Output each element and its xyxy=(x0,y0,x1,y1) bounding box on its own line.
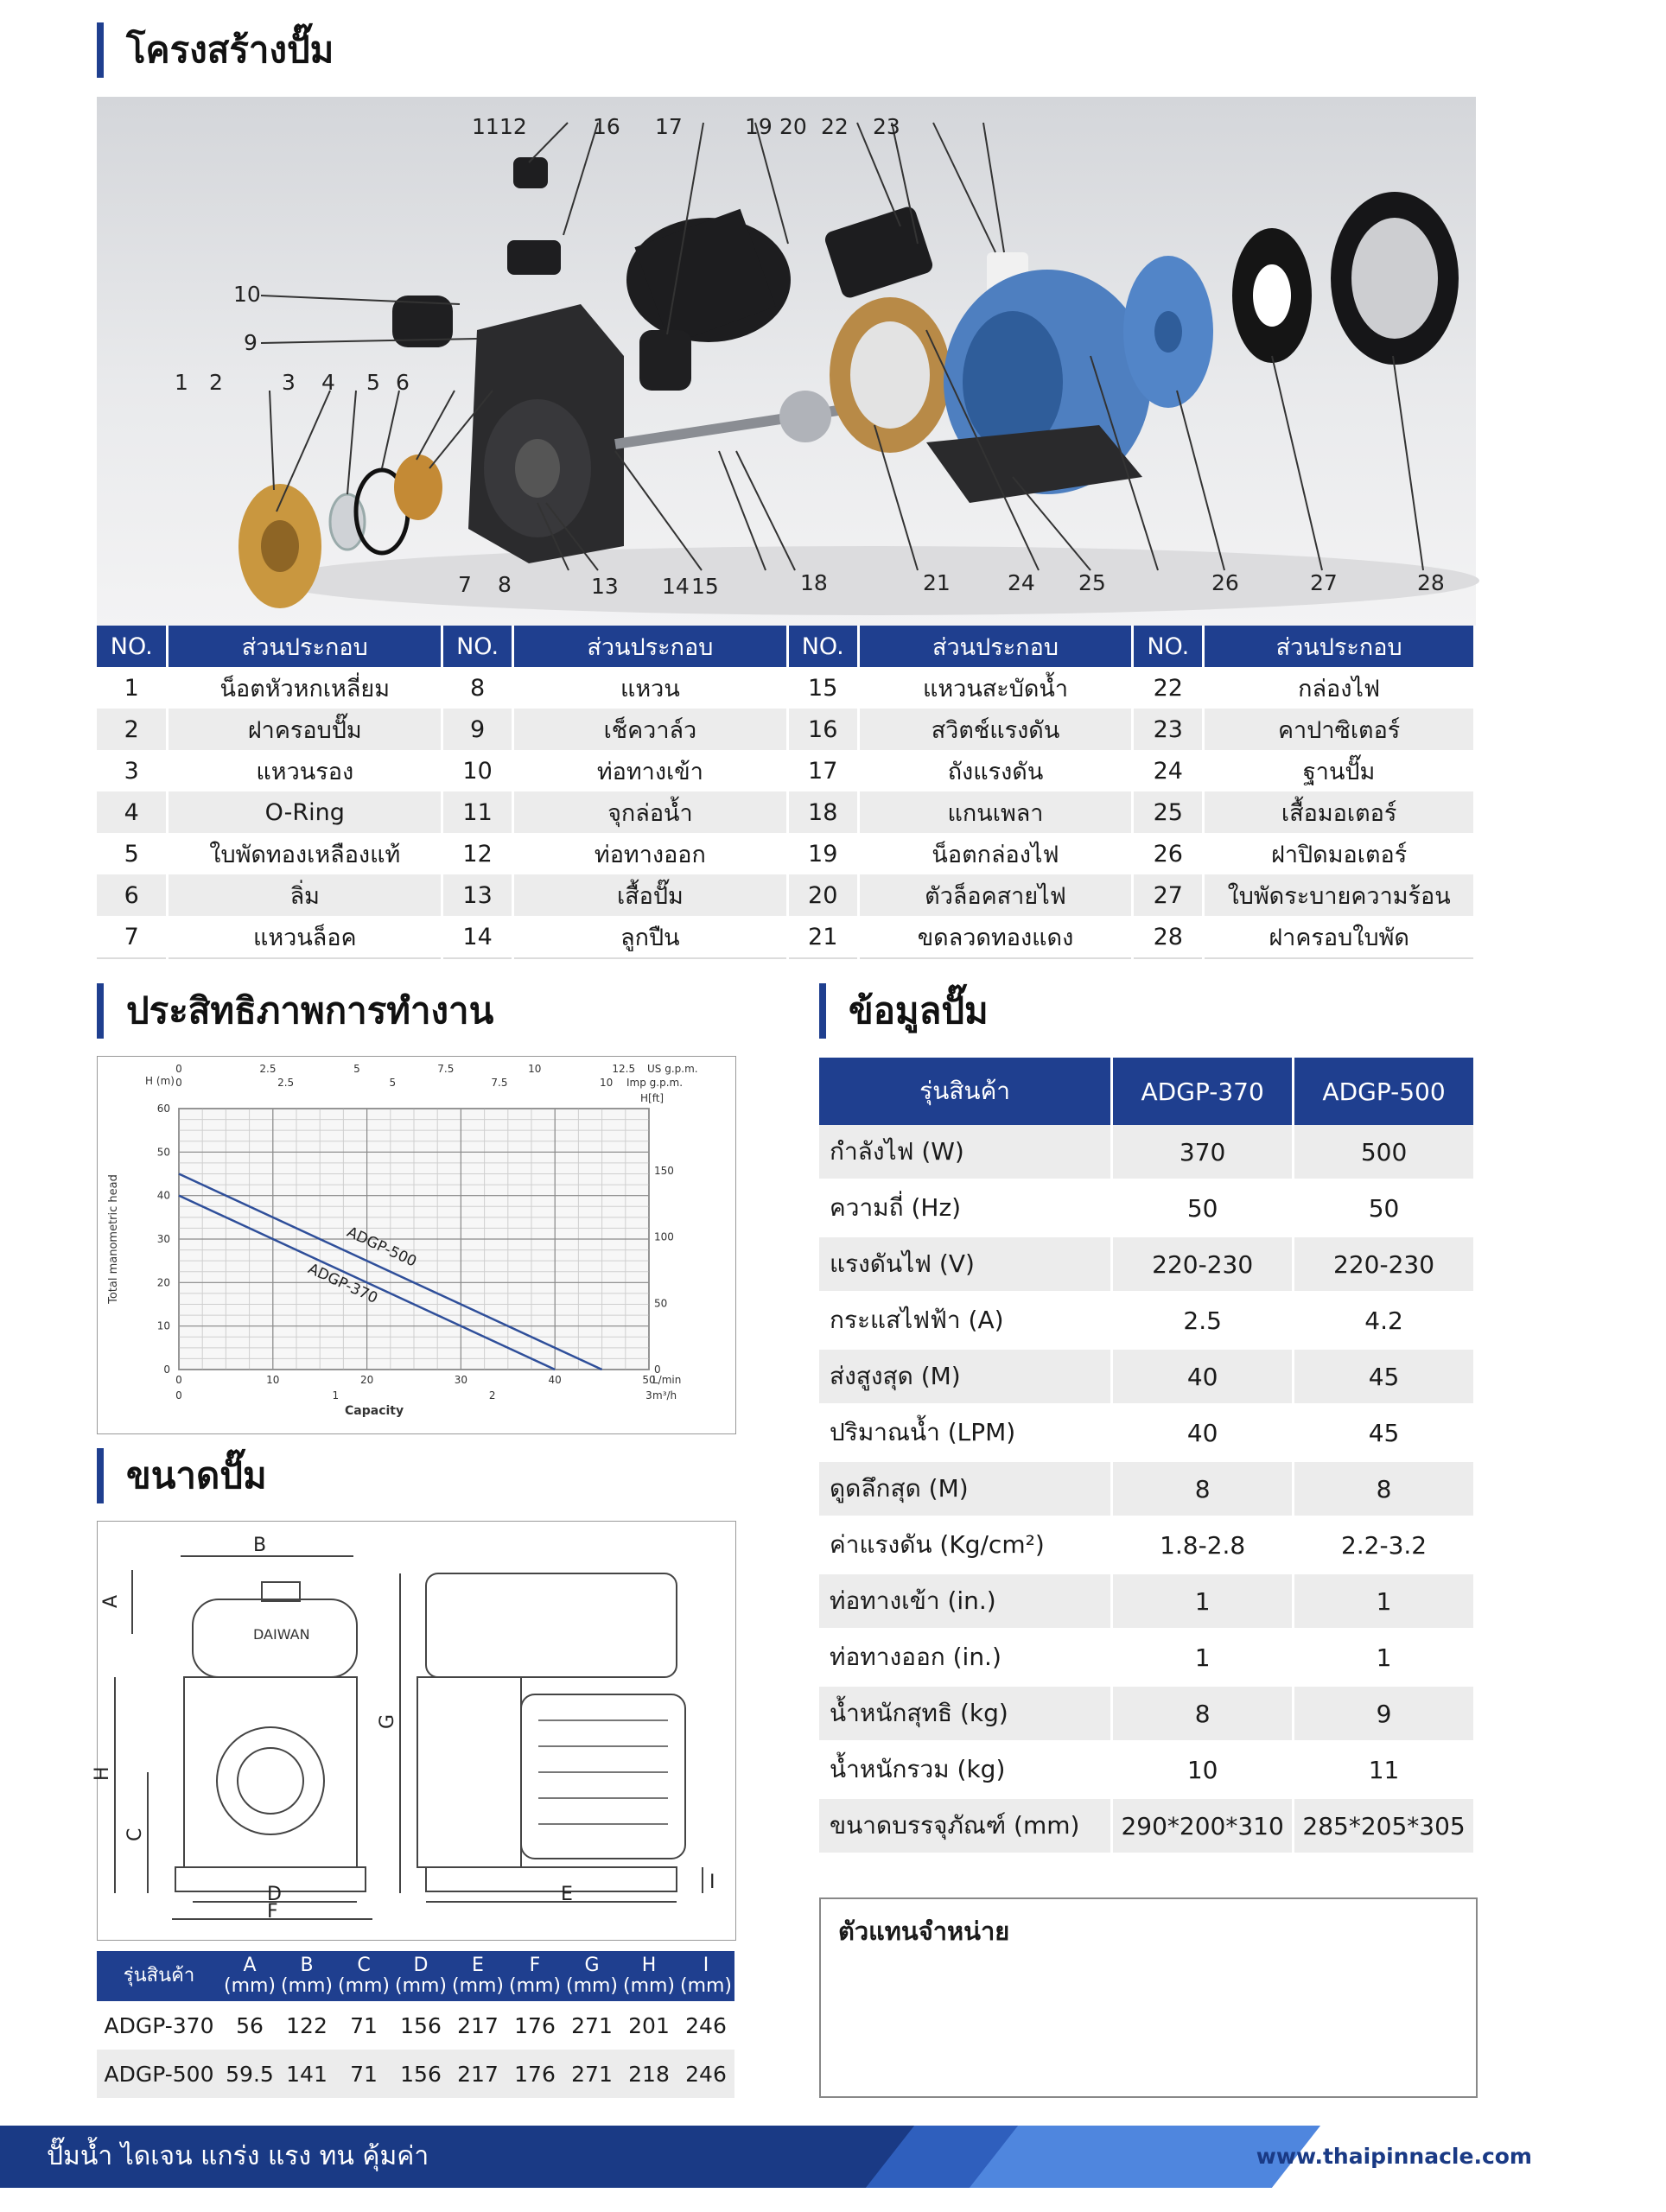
us-gpm-tick-label: 5 xyxy=(353,1063,360,1075)
col-unit: (mm) xyxy=(451,1975,505,1997)
part-no: 4 xyxy=(97,791,168,833)
dim-label-c: C xyxy=(124,1827,146,1841)
dealer-label: ตัวแทนจำหน่าย xyxy=(838,1916,1010,1946)
dim-value: 176 xyxy=(506,2050,563,2098)
table-row xyxy=(819,1125,1475,1180)
table-row xyxy=(819,1349,1475,1405)
spec-value-370: 1 xyxy=(1112,1630,1294,1686)
imp-gpm-unit-label: Imp g.p.m. xyxy=(626,1077,684,1089)
performance-chart-svg xyxy=(98,1057,735,1433)
callout-6: 6 xyxy=(396,370,410,395)
part-no: 28 xyxy=(1133,916,1204,958)
callout-8: 8 xyxy=(498,572,512,597)
spec-value-370: 1 xyxy=(1112,1573,1294,1630)
col-part: ส่วนประกอบ xyxy=(1204,626,1475,667)
m3h-tick-label: 0 xyxy=(175,1389,182,1402)
y-tick-label: 20 xyxy=(156,1276,170,1289)
col-no: NO. xyxy=(787,626,858,667)
col-d xyxy=(392,1951,449,2001)
spec-value-370: 2.5 xyxy=(1112,1293,1294,1349)
col-unit: (mm) xyxy=(394,1975,448,1997)
spec-value-370: 10 xyxy=(1112,1742,1294,1798)
dim-value: 217 xyxy=(449,2001,506,2050)
imp-gpm-tick-label: 10 xyxy=(599,1077,614,1089)
spec-value-370: 40 xyxy=(1112,1349,1294,1405)
part-no: 27 xyxy=(1133,874,1204,916)
part-no: 21 xyxy=(787,916,858,958)
col-letter: C xyxy=(357,1955,371,1976)
col-h xyxy=(620,1951,677,2001)
part-name: ฝาปิดมอเตอร์ xyxy=(1204,833,1475,874)
y-axis-title: Total manometric head xyxy=(107,1174,120,1304)
callout-3: 3 xyxy=(282,370,296,395)
spec-value-370: 1.8-2.8 xyxy=(1112,1517,1294,1573)
model-cell: ADGP-370 xyxy=(97,2001,221,2050)
col-no: NO. xyxy=(1133,626,1204,667)
part-name: น็อตหัวหกเหลี่ยม xyxy=(168,667,442,709)
part-name: ฝาครอบใบพัด xyxy=(1204,916,1475,958)
part-no: 1 xyxy=(97,667,168,709)
col-unit: (mm) xyxy=(280,1975,334,1997)
part-no: 8 xyxy=(442,667,513,709)
spec-label: ท่อทางเข้า (in.) xyxy=(819,1573,1112,1630)
dimension-table xyxy=(97,1951,734,2098)
part-name: เช็ควาล์ว xyxy=(513,709,788,750)
callout-18: 18 xyxy=(800,570,828,595)
us-gpm-tick-label: 12.5 xyxy=(612,1063,636,1075)
table-row xyxy=(97,709,1475,750)
col-letter: H xyxy=(641,1955,657,1976)
callout-24: 24 xyxy=(1008,570,1035,595)
part-name: จุกล่อน้ำ xyxy=(513,791,788,833)
spec-value-370: 50 xyxy=(1112,1180,1294,1236)
col-no: NO. xyxy=(97,626,168,667)
m3h-tick-label: 3 xyxy=(645,1389,652,1402)
spec-value-500: 500 xyxy=(1294,1125,1475,1180)
footer-slogan: ปั๊มน้ำ ไดเจน แกร่ง แรง ทน คุ้มค่า xyxy=(47,2141,429,2171)
y-tick-label: 0 xyxy=(163,1363,170,1376)
col-c xyxy=(335,1951,392,2001)
x-tick-label: 30 xyxy=(454,1374,468,1386)
spec-value-500: 220-230 xyxy=(1294,1236,1475,1293)
part-name: แกนเพลา xyxy=(858,791,1133,833)
spec-value-370: 220-230 xyxy=(1112,1236,1294,1293)
x-axis-title: Capacity xyxy=(345,1404,404,1418)
part-name: ขดลวดทองแดง xyxy=(858,916,1133,958)
part-no: 13 xyxy=(442,874,513,916)
part-no: 11 xyxy=(442,791,513,833)
m3h-tick-label: 1 xyxy=(332,1389,340,1402)
part-name: ถังแรงดัน xyxy=(858,750,1133,791)
spec-value-500: 45 xyxy=(1294,1349,1475,1405)
spec-value-370: 290*200*310 xyxy=(1112,1798,1294,1854)
callout-26: 26 xyxy=(1211,570,1239,595)
spec-label: กระแสไฟฟ้า (A) xyxy=(819,1293,1112,1349)
y-tick-label: 10 xyxy=(156,1319,170,1332)
dim-value: 71 xyxy=(335,2050,392,2098)
ft-tick-label: 50 xyxy=(654,1297,668,1310)
dim-value: 71 xyxy=(335,2001,392,2050)
imp-gpm-tick-label: 2.5 xyxy=(277,1077,295,1089)
spec-table xyxy=(819,1058,1476,1855)
spec-value-500: 2.2-3.2 xyxy=(1294,1517,1475,1573)
col-letter: B xyxy=(300,1955,314,1976)
table-row xyxy=(819,1798,1475,1854)
spec-label: ดูดลึกสุด (M) xyxy=(819,1461,1112,1517)
series-label: ADGP-370 xyxy=(305,1260,380,1307)
table-row xyxy=(97,2050,734,2098)
us-gpm-tick-label: 10 xyxy=(528,1063,542,1075)
callout-13: 13 xyxy=(591,574,619,599)
spec-value-500: 11 xyxy=(1294,1742,1475,1798)
dim-value: 246 xyxy=(677,2001,734,2050)
ft-tick-label: 100 xyxy=(654,1230,674,1243)
part-name: O-Ring xyxy=(168,791,442,833)
part-no: 17 xyxy=(787,750,858,791)
col-g xyxy=(563,1951,620,2001)
part-name: แหวนรอง xyxy=(168,750,442,791)
callout-16: 16 xyxy=(593,114,620,139)
dim-label-g: G xyxy=(377,1713,398,1729)
part-name: ท่อทางออก xyxy=(513,833,788,874)
dim-label-f: F xyxy=(267,1901,278,1923)
dim-value: 201 xyxy=(620,2001,677,2050)
callout-22: 22 xyxy=(821,114,849,139)
col-letter: F xyxy=(529,1955,541,1976)
part-name: ฐานปั๊ม xyxy=(1204,750,1475,791)
table-row xyxy=(97,791,1475,833)
x-tick-label: 40 xyxy=(548,1374,562,1386)
col-part: ส่วนประกอบ xyxy=(168,626,442,667)
dim-label-i: I xyxy=(709,1872,715,1893)
imp-gpm-tick-label: 7.5 xyxy=(491,1077,508,1089)
model-cell: ADGP-500 xyxy=(97,2050,221,2098)
callout-23: 23 xyxy=(873,114,900,139)
part-name: กล่องไฟ xyxy=(1204,667,1475,709)
callout-25: 25 xyxy=(1078,570,1106,595)
col-unit: (mm) xyxy=(622,1975,676,1997)
part-name: เสื้อมอเตอร์ xyxy=(1204,791,1475,833)
col-no: NO. xyxy=(442,626,513,667)
exploded-parts-illustration xyxy=(97,97,1476,627)
callout-12: 12 xyxy=(499,114,527,139)
spec-value-500: 285*205*305 xyxy=(1294,1798,1475,1854)
table-row xyxy=(819,1573,1475,1630)
dim-value: 246 xyxy=(677,2050,734,2098)
part-no: 25 xyxy=(1133,791,1204,833)
table-row xyxy=(819,1236,1475,1293)
table-row xyxy=(97,750,1475,791)
callout-20: 20 xyxy=(779,114,807,139)
spec-value-370: 40 xyxy=(1112,1405,1294,1461)
part-name: ลิ่ม xyxy=(168,874,442,916)
performance-chart xyxy=(97,1056,736,1434)
col-adgp-500: ADGP-500 xyxy=(1294,1058,1475,1125)
callout-2: 2 xyxy=(209,370,223,395)
part-no: 16 xyxy=(787,709,858,750)
spec-value-500: 1 xyxy=(1294,1573,1475,1630)
imp-gpm-tick-label: 5 xyxy=(389,1077,397,1089)
dim-value: 56 xyxy=(221,2001,278,2050)
col-i xyxy=(677,1951,734,2001)
part-name: น็อตกล่องไฟ xyxy=(858,833,1133,874)
table-row xyxy=(819,1686,1475,1742)
part-name: ลูกปืน xyxy=(513,916,788,958)
table-row xyxy=(819,1461,1475,1517)
spec-label: ค่าแรงดัน (Kg/cm²) xyxy=(819,1517,1112,1573)
dim-value: 122 xyxy=(278,2001,335,2050)
spec-value-500: 50 xyxy=(1294,1180,1475,1236)
callout-10: 10 xyxy=(233,282,261,307)
dim-label-d: D xyxy=(267,1884,282,1905)
callout-5: 5 xyxy=(366,370,380,395)
dimension-drawing xyxy=(92,1521,736,1941)
part-name: ท่อทางเข้า xyxy=(513,750,788,791)
info-title: ข้อมูลปั๊ม xyxy=(819,983,989,1039)
table-row xyxy=(819,1742,1475,1798)
table-row xyxy=(819,1180,1475,1236)
part-no: 26 xyxy=(1133,833,1204,874)
col-letter: D xyxy=(413,1955,429,1976)
part-no: 12 xyxy=(442,833,513,874)
dealer-box xyxy=(819,1897,1478,2098)
callout-9: 9 xyxy=(244,330,258,355)
parts-table xyxy=(97,626,1476,959)
parts-table-header xyxy=(97,626,1475,667)
spec-label: ปริมาณน้ำ (LPM) xyxy=(819,1405,1112,1461)
part-no: 2 xyxy=(97,709,168,750)
part-no: 15 xyxy=(787,667,858,709)
dim-value: 217 xyxy=(449,2050,506,2098)
part-name: เสื้อปั๊ม xyxy=(513,874,788,916)
part-name: ตัวล็อคสายไฟ xyxy=(858,874,1133,916)
table-row xyxy=(819,1517,1475,1573)
y-tick-label: 50 xyxy=(156,1146,170,1159)
part-no: 20 xyxy=(787,874,858,916)
dim-label-h: H xyxy=(92,1766,113,1781)
spec-label: กำลังไฟ (W) xyxy=(819,1125,1112,1180)
col-model: รุ่นสินค้า xyxy=(97,1951,221,2001)
col-letter: E xyxy=(472,1955,484,1976)
spec-label: แรงดันไฟ (V) xyxy=(819,1236,1112,1293)
us-gpm-tick-label: 7.5 xyxy=(437,1063,455,1075)
dim-value: 271 xyxy=(563,2001,620,2050)
col-adgp-370: ADGP-370 xyxy=(1112,1058,1294,1125)
col-part: ส่วนประกอบ xyxy=(858,626,1133,667)
col-unit: (mm) xyxy=(679,1975,733,1997)
x-tick-label: 50 xyxy=(642,1374,656,1386)
col-a xyxy=(221,1951,278,2001)
part-name: แหวนล็อค xyxy=(168,916,442,958)
spec-value-370: 8 xyxy=(1112,1461,1294,1517)
part-name: สวิตช์แรงดัน xyxy=(858,709,1133,750)
us-gpm-unit-label: US g.p.m. xyxy=(647,1063,698,1075)
callout-15: 15 xyxy=(691,574,719,599)
dim-value: 156 xyxy=(392,2050,449,2098)
series-label: ADGP-500 xyxy=(344,1224,420,1271)
spec-value-500: 9 xyxy=(1294,1686,1475,1742)
col-letter: G xyxy=(584,1955,600,1976)
dimensions-title: ขนาดปั๊ม xyxy=(97,1448,267,1503)
part-name: คาปาซิเตอร์ xyxy=(1204,709,1475,750)
part-no: 6 xyxy=(97,874,168,916)
table-row xyxy=(97,874,1475,916)
part-name: แหวนสะบัดน้ำ xyxy=(858,667,1133,709)
us-gpm-tick-label: 2.5 xyxy=(259,1063,277,1075)
part-no: 14 xyxy=(442,916,513,958)
y-tick-label: 60 xyxy=(156,1103,170,1115)
spec-label: ส่งสูงสุด (M) xyxy=(819,1349,1112,1405)
footer-banner xyxy=(0,2126,1579,2188)
part-no: 10 xyxy=(442,750,513,791)
part-no: 18 xyxy=(787,791,858,833)
dim-label-b: B xyxy=(253,1535,267,1556)
part-name: ฝาครอบปั๊ม xyxy=(168,709,442,750)
spec-value-500: 45 xyxy=(1294,1405,1475,1461)
col-unit: (mm) xyxy=(565,1975,619,1997)
callout-17: 17 xyxy=(655,114,683,139)
ft-tick-label: 150 xyxy=(654,1164,674,1177)
spec-label: ท่อทางออก (in.) xyxy=(819,1630,1112,1686)
callout-19: 19 xyxy=(745,114,773,139)
spec-label: ขนาดบรรจุภัณฑ์ (mm) xyxy=(819,1798,1112,1854)
performance-title: ประสิทธิภาพการทำงาน xyxy=(97,983,493,1039)
dim-value: 271 xyxy=(563,2050,620,2098)
part-no: 7 xyxy=(97,916,168,958)
col-unit: (mm) xyxy=(337,1975,391,1997)
callout-21: 21 xyxy=(923,570,951,595)
part-name: ใบพัดทองเหลืองแท้ xyxy=(168,833,442,874)
col-letter: A xyxy=(243,1955,257,1976)
m3h-tick-label: 2 xyxy=(488,1389,496,1402)
dim-value: 141 xyxy=(278,2050,335,2098)
dim-value: 176 xyxy=(506,2001,563,2050)
callout-4: 4 xyxy=(321,370,335,395)
structure-title: โครงสร้างปั๊ม xyxy=(97,22,334,78)
dim-value: 156 xyxy=(392,2001,449,2050)
col-unit: (mm) xyxy=(508,1975,562,1997)
part-name: แหวน xyxy=(513,667,788,709)
part-no: 9 xyxy=(442,709,513,750)
col-letter: I xyxy=(703,1955,709,1976)
dim-value: 59.5 xyxy=(221,2050,278,2098)
part-no: 24 xyxy=(1133,750,1204,791)
col-part: ส่วนประกอบ xyxy=(513,626,788,667)
dimension-table-header xyxy=(97,1951,734,2001)
x-tick-label: 20 xyxy=(359,1374,374,1386)
spec-label: ความถี่ (Hz) xyxy=(819,1180,1112,1236)
table-row xyxy=(97,2001,734,2050)
callout-27: 27 xyxy=(1310,570,1338,595)
dim-value: 218 xyxy=(620,2050,677,2098)
spec-label: น้ำหนักรวม (kg) xyxy=(819,1742,1112,1798)
part-no: 5 xyxy=(97,833,168,874)
spec-label: น้ำหนักสุทธิ (kg) xyxy=(819,1686,1112,1742)
us-gpm-tick-label: 0 xyxy=(175,1063,182,1075)
part-name: ใบพัดระบายความร้อน xyxy=(1204,874,1475,916)
spec-value-370: 8 xyxy=(1112,1686,1294,1742)
y-tick-label: 40 xyxy=(156,1189,170,1202)
brand-mark: DAIWAN xyxy=(253,1626,310,1643)
table-row xyxy=(97,833,1475,874)
callout-11: 11 xyxy=(472,114,499,139)
dim-label-e: E xyxy=(561,1884,573,1905)
col-unit: (mm) xyxy=(223,1975,277,1997)
ft-unit-label: H[ft] xyxy=(640,1092,664,1104)
spec-value-500: 1 xyxy=(1294,1630,1475,1686)
y-tick-label: 30 xyxy=(156,1233,170,1245)
spec-value-370: 370 xyxy=(1112,1125,1294,1180)
spec-table-header xyxy=(819,1058,1475,1125)
part-no: 3 xyxy=(97,750,168,791)
spec-value-500: 4.2 xyxy=(1294,1293,1475,1349)
spec-value-500: 8 xyxy=(1294,1461,1475,1517)
table-row xyxy=(819,1293,1475,1349)
table-row xyxy=(819,1405,1475,1461)
callout-28: 28 xyxy=(1417,570,1445,595)
part-no: 19 xyxy=(787,833,858,874)
imp-gpm-tick-label: 0 xyxy=(175,1077,182,1089)
table-row xyxy=(819,1630,1475,1686)
col-e xyxy=(449,1951,506,2001)
col-b xyxy=(278,1951,335,2001)
dim-label-a: A xyxy=(100,1594,122,1608)
x-tick-label: 10 xyxy=(266,1374,280,1386)
col-f xyxy=(506,1951,563,2001)
part-no: 22 xyxy=(1133,667,1204,709)
m3h-unit-label: m³/h xyxy=(652,1389,677,1402)
exploded-diagram xyxy=(97,97,1476,627)
pump-outline-drawing xyxy=(92,1522,735,1940)
table-row xyxy=(97,667,1475,709)
col-model-label: รุ่นสินค้า xyxy=(819,1058,1112,1125)
callout-1: 1 xyxy=(175,370,188,395)
part-no: 23 xyxy=(1133,709,1204,750)
x-tick-label: 0 xyxy=(175,1374,182,1386)
callout-7: 7 xyxy=(458,572,472,597)
ft-tick-label: 0 xyxy=(654,1363,661,1376)
table-row xyxy=(97,916,1475,958)
y-unit-label: H (m) xyxy=(145,1075,175,1087)
callout-14: 14 xyxy=(662,574,690,599)
footer-url[interactable]: www.thaipinnacle.com xyxy=(1256,2144,1532,2169)
x-unit-label: L/min xyxy=(652,1374,682,1386)
